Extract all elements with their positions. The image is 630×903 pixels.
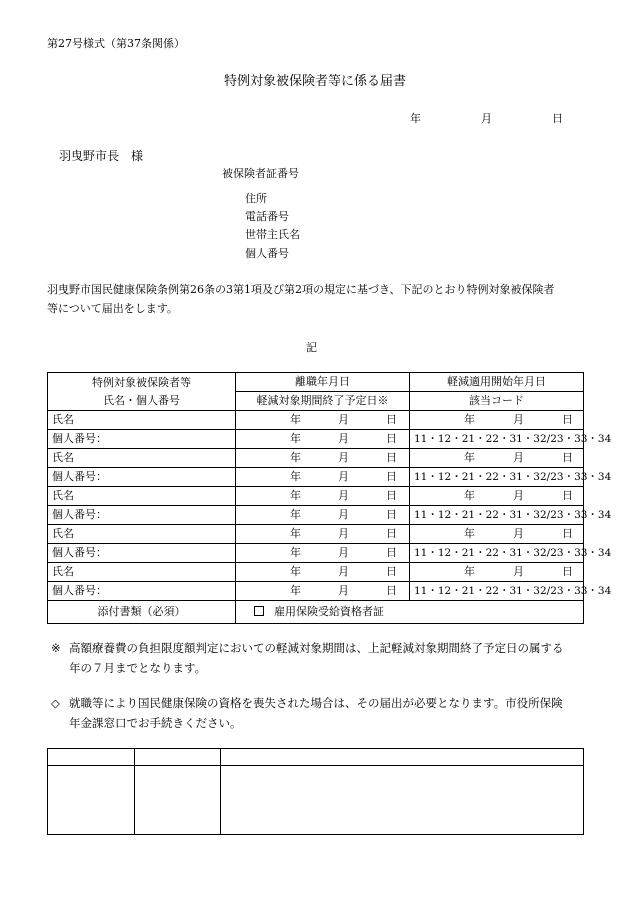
start-date-cell[interactable]: 年 月 日 <box>410 563 584 582</box>
start-date-cell[interactable]: 年 月 日 <box>410 525 584 544</box>
end-date-cell[interactable]: 年 月 日 <box>236 544 410 563</box>
table-row <box>48 487 584 506</box>
checkbox-icon[interactable] <box>254 606 264 616</box>
separation-date-cell[interactable]: 年 月 日 <box>236 487 410 506</box>
page-title: 特例対象被保険者等に係る届書 <box>223 74 406 89</box>
office-cell[interactable] <box>48 766 135 835</box>
personal-number-cell[interactable]: 個人番号： <box>48 468 236 487</box>
ki-heading: 記 <box>306 341 317 354</box>
form-number: 第27号様式（第37条関係） <box>47 37 185 50</box>
start-date-cell[interactable]: 年 月 日 <box>410 411 584 430</box>
table-row <box>48 449 584 468</box>
phone-label: 電話番号 <box>245 210 289 223</box>
header-name-number: 特例対象被保険者等 氏名・個人番号 <box>48 373 236 411</box>
separation-date-cell[interactable]: 年 月 日 <box>236 411 410 430</box>
attachment-item: 雇用保険受給資格者証 <box>274 605 384 618</box>
table-row <box>48 430 584 449</box>
table-row <box>48 506 584 525</box>
note-diamond: ◇ 就職等により国民健康保険の資格を喪失された場合は、その届出が必要となります。市役所保険 年金課窓口でお手続きください。 <box>55 693 590 733</box>
table-row <box>48 582 584 601</box>
intro-line-2: 等について届出をします。 <box>47 302 178 315</box>
end-date-cell[interactable]: 年 月 日 <box>236 468 410 487</box>
header-code: 該当コード <box>410 392 584 411</box>
end-date-cell[interactable]: 年 月 日 <box>236 430 410 449</box>
table-row <box>48 563 584 582</box>
header-reduction-end: 軽減対象期間終了予定日※ <box>236 392 410 411</box>
diamond-icon: ◇ <box>51 696 60 710</box>
separation-date-cell[interactable]: 年 月 日 <box>236 525 410 544</box>
office-cell[interactable] <box>221 766 584 835</box>
separation-date-cell[interactable]: 年 月 日 <box>236 563 410 582</box>
note-asterisk: ※ 高額療養費の負担限度額判定においての軽減対象期間は、上記軽減対象期間終了予定日の属する 年の７月までとなります。 <box>55 638 590 678</box>
name-cell[interactable]: 氏名 <box>48 449 236 468</box>
attachments-row <box>48 601 584 624</box>
table-row <box>48 411 584 430</box>
table-row <box>48 525 584 544</box>
date-day: 日 <box>552 112 563 125</box>
code-cell[interactable]: 11・12・21・22・31・32/23・33・34 <box>410 430 584 449</box>
personal-number-cell[interactable]: 個人番号： <box>48 544 236 563</box>
code-cell[interactable]: 11・12・21・22・31・32/23・33・34 <box>410 582 584 601</box>
office-cell[interactable] <box>48 749 135 766</box>
header-reduction-start: 軽減適用開始年月日 <box>410 373 584 392</box>
code-cell[interactable]: 11・12・21・22・31・32/23・33・34 <box>410 506 584 525</box>
attachments-cell <box>236 601 584 624</box>
table-row <box>48 544 584 563</box>
table-row <box>48 468 584 487</box>
insured-number-label: 被保険者証番号 <box>222 167 299 180</box>
end-date-cell[interactable]: 年 月 日 <box>236 506 410 525</box>
addressee: 羽曳野市長 様 <box>59 149 144 163</box>
householder-label: 世帯主氏名 <box>245 228 300 241</box>
personal-number-cell[interactable]: 個人番号： <box>48 582 236 601</box>
code-cell[interactable]: 11・12・21・22・31・32/23・33・34 <box>410 544 584 563</box>
office-cell[interactable] <box>221 749 584 766</box>
personal-number-cell[interactable]: 個人番号： <box>48 506 236 525</box>
header-separation-date: 離職年月日 <box>236 373 410 392</box>
name-cell[interactable]: 氏名 <box>48 487 236 506</box>
intro-line-1: 羽曳野市国民健康保険条例第26条の3第1項及び第2項の規定に基づき、下記のとおり特例対象被保険者 <box>47 283 555 296</box>
insured-persons-table <box>47 372 612 624</box>
name-cell[interactable]: 氏名 <box>48 525 236 544</box>
start-date-cell[interactable]: 年 月 日 <box>410 487 584 506</box>
date-month: 月 <box>481 112 492 125</box>
office-use-table <box>47 748 584 835</box>
address-label: 住所 <box>245 192 267 205</box>
separation-date-cell[interactable]: 年 月 日 <box>236 449 410 468</box>
name-cell[interactable]: 氏名 <box>48 411 236 430</box>
start-date-cell[interactable]: 年 月 日 <box>410 449 584 468</box>
name-cell[interactable]: 氏名 <box>48 563 236 582</box>
code-cell[interactable]: 11・12・21・22・31・32/23・33・34 <box>410 468 584 487</box>
attachments-label: 添付書類（必須） <box>48 601 236 624</box>
personal-number-label: 個人番号 <box>245 247 289 260</box>
date-year: 年 <box>410 112 421 125</box>
asterisk-icon: ※ <box>51 641 61 655</box>
end-date-cell[interactable]: 年 月 日 <box>236 582 410 601</box>
office-cell[interactable] <box>135 749 221 766</box>
personal-number-cell[interactable]: 個人番号： <box>48 430 236 449</box>
office-cell[interactable] <box>135 766 221 835</box>
